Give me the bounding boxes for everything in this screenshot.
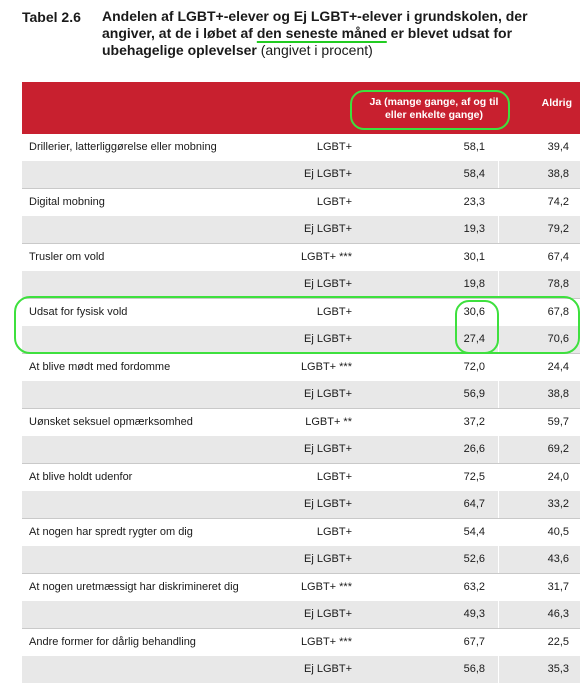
table-row <box>22 188 580 216</box>
row-ja-value: 52,6 <box>463 553 485 565</box>
row-group: Ej LGBT+ <box>304 278 352 290</box>
row-ja-value: 56,9 <box>463 388 485 400</box>
row-group: LGBT+ ** <box>305 416 352 428</box>
row-ja-value: 58,4 <box>463 168 485 180</box>
row-aldrig-value: 40,5 <box>547 526 569 538</box>
table-row <box>22 216 580 243</box>
row-aldrig-value: 67,4 <box>547 251 569 263</box>
row-ja-value: 26,6 <box>463 443 485 455</box>
table-row <box>22 491 580 518</box>
row-ja-value: 19,8 <box>463 278 485 290</box>
row-group: Ej LGBT+ <box>304 443 352 455</box>
row-group: Ej LGBT+ <box>304 553 352 565</box>
row-aldrig-value: 24,0 <box>547 471 569 483</box>
row-aldrig-value: 24,4 <box>547 361 569 373</box>
row-ja-value: 23,3 <box>463 196 485 208</box>
row-ja-value: 64,7 <box>463 498 485 510</box>
table-row <box>22 271 580 298</box>
row-group: Ej LGBT+ <box>304 223 352 235</box>
title-highlight: den seneste måned <box>256 25 387 41</box>
row-aldrig-value: 59,7 <box>547 416 569 428</box>
row-ja-value: 72,0 <box>463 361 485 373</box>
header-aldrig: Aldrig <box>541 97 572 109</box>
row-aldrig-value: 33,2 <box>547 498 569 510</box>
row-question: Trusler om vold <box>29 251 105 263</box>
column-divider <box>498 161 499 188</box>
row-aldrig-value: 46,3 <box>547 608 569 620</box>
data-table <box>22 82 580 683</box>
row-aldrig-value: 78,8 <box>547 278 569 290</box>
row-ja-value: 56,8 <box>463 663 485 675</box>
row-question: At nogen uretmæssigt har diskrimineret dig <box>29 581 239 593</box>
row-question: Udsat for fysisk vold <box>29 306 128 318</box>
column-divider <box>498 216 499 243</box>
row-group: Ej LGBT+ <box>304 608 352 620</box>
table-header <box>22 82 580 134</box>
row-question: Uønsket seksuel opmærksomhed <box>29 416 193 428</box>
row-aldrig-value: 35,3 <box>547 663 569 675</box>
row-group: Ej LGBT+ <box>304 168 352 180</box>
row-group: Ej LGBT+ <box>304 333 352 345</box>
row-ja-value: 30,1 <box>463 251 485 263</box>
table-body <box>22 134 580 683</box>
row-group: LGBT+ <box>316 526 352 538</box>
row-group: LGBT+ <box>316 306 352 318</box>
table-row <box>22 381 580 408</box>
row-aldrig-value: 74,2 <box>547 196 569 208</box>
row-aldrig-value: 22,5 <box>547 636 569 648</box>
table-row <box>22 161 580 188</box>
row-aldrig-value: 43,6 <box>547 553 569 565</box>
table-row <box>22 243 580 271</box>
table-row <box>22 134 580 161</box>
column-divider <box>498 326 499 353</box>
table-number: Tabel 2.6 <box>22 9 81 25</box>
table-row <box>22 463 580 491</box>
table-row <box>22 518 580 546</box>
column-divider <box>498 491 499 518</box>
row-aldrig-value: 67,8 <box>547 306 569 318</box>
row-group: LGBT+ *** <box>300 251 352 263</box>
table-row <box>22 436 580 463</box>
row-ja-value: 49,3 <box>463 608 485 620</box>
row-aldrig-value: 38,8 <box>547 388 569 400</box>
row-question: At blive mødt med fordomme <box>29 361 171 373</box>
row-question: Digital mobning <box>29 196 105 208</box>
row-aldrig-value: 79,2 <box>547 223 569 235</box>
table-row <box>22 546 580 573</box>
table-row <box>22 298 580 326</box>
row-group: Ej LGBT+ <box>304 498 352 510</box>
row-aldrig-value: 39,4 <box>547 141 569 153</box>
row-aldrig-value: 31,7 <box>547 581 569 593</box>
row-ja-value: 72,5 <box>463 471 485 483</box>
row-group: LGBT+ *** <box>300 581 352 593</box>
title-note: (angivet i procent) <box>260 42 373 58</box>
header-ja: Ja (mange gange, af og til eller enkelte gange) <box>369 96 499 121</box>
column-divider <box>498 656 499 683</box>
row-question: At blive holdt udenfor <box>29 471 133 483</box>
table-row <box>22 656 580 683</box>
row-group: Ej LGBT+ <box>304 663 352 675</box>
table-row <box>22 628 580 656</box>
row-group: LGBT+ *** <box>300 361 352 373</box>
title-part-1: Andelen af LGBT+-elever og Ej LGBT+-elever i grundskolen, der angiver, at de i løbet af <box>102 8 528 41</box>
row-group: LGBT+ <box>316 141 352 153</box>
row-group: Ej LGBT+ <box>304 388 352 400</box>
column-divider <box>498 381 499 408</box>
table-row <box>22 601 580 628</box>
table-row <box>22 408 580 436</box>
row-question: Andre former for dårlig behandling <box>29 636 196 648</box>
table-row <box>22 573 580 601</box>
row-group: LGBT+ <box>316 471 352 483</box>
row-ja-value: 67,7 <box>463 636 485 648</box>
table-row <box>22 353 580 381</box>
row-ja-value: 30,6 <box>463 306 485 318</box>
row-question: Drillerier, latterliggørelse eller mobning <box>29 141 217 153</box>
table-row <box>22 326 580 353</box>
table-title <box>102 8 572 59</box>
row-question: At nogen har spredt rygter om dig <box>29 526 193 538</box>
row-ja-value: 58,1 <box>463 141 485 153</box>
title-part-2: er blevet udsat for ubehagelige oplevelser <box>102 25 513 58</box>
row-ja-value: 54,4 <box>463 526 485 538</box>
column-divider <box>498 271 499 298</box>
row-group: LGBT+ *** <box>300 636 352 648</box>
row-ja-value: 19,3 <box>463 223 485 235</box>
column-divider <box>498 436 499 463</box>
row-aldrig-value: 70,6 <box>547 333 569 345</box>
row-aldrig-value: 38,8 <box>547 168 569 180</box>
column-divider <box>498 546 499 573</box>
column-divider <box>498 601 499 628</box>
row-ja-value: 27,4 <box>463 333 485 345</box>
row-group: LGBT+ <box>316 196 352 208</box>
row-aldrig-value: 69,2 <box>547 443 569 455</box>
row-ja-value: 37,2 <box>463 416 485 428</box>
row-ja-value: 63,2 <box>463 581 485 593</box>
